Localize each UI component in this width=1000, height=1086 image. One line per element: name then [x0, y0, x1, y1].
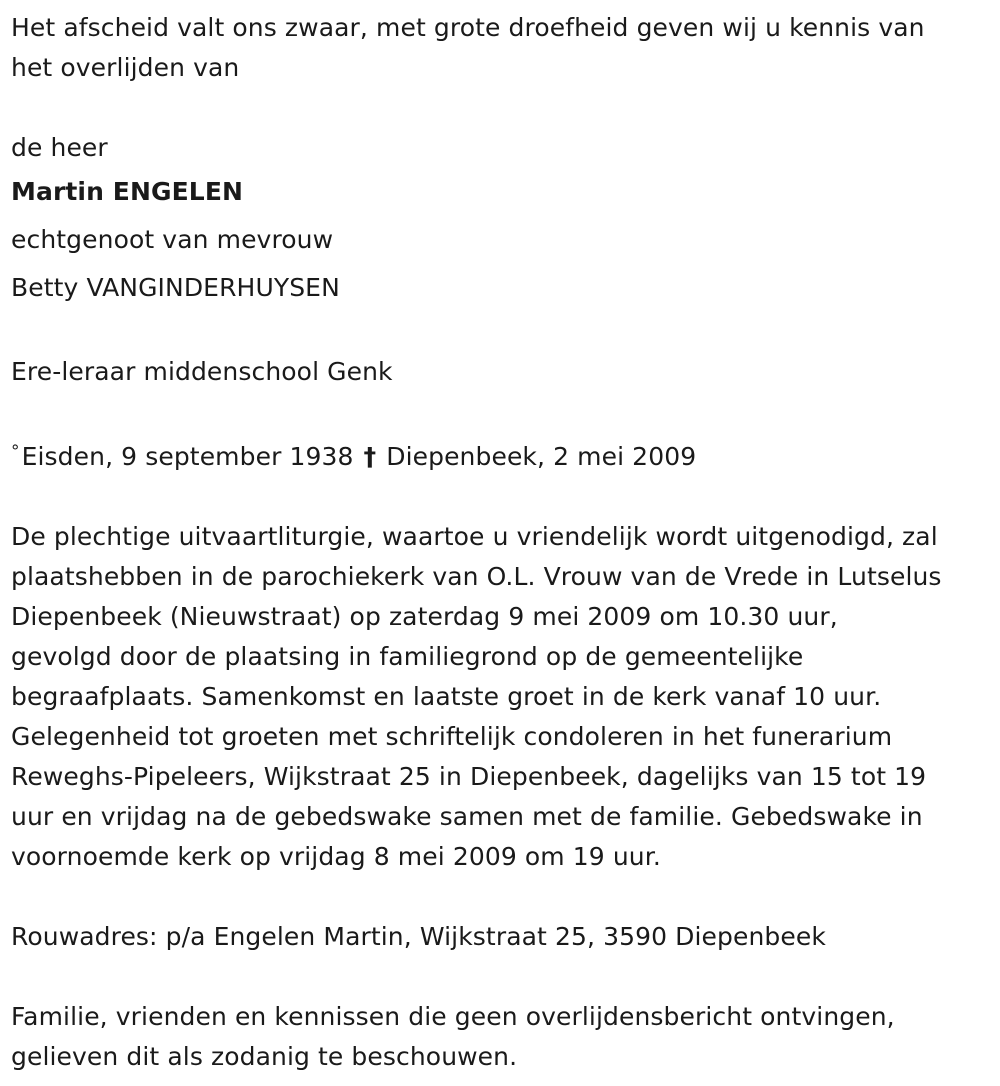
death-announcement: [11, 8, 991, 1077]
intro-line-1: Het afscheid valt ons zwaar, met grote droefheid geven wij u kennis van: [11, 13, 925, 42]
spouse-name: Betty VANGINDERHUYSEN: [11, 273, 340, 302]
intro-line-2: het overlijden van: [11, 53, 240, 82]
birth-symbol: °: [11, 442, 20, 462]
spouse-relation: echtgenoot van mevrouw: [11, 225, 334, 254]
ceremony-line: gevolgd door de plaatsing in familiegrond op de gemeentelijke: [11, 642, 804, 671]
birth-details: Eisden, 9 september 1938: [21, 442, 354, 471]
ceremony-line: begraafplaats. Samenkomst en laatste groet in de kerk vanaf 10 uur.: [11, 682, 882, 711]
deceased-name: Martin ENGELEN: [11, 177, 244, 206]
title-prefix: de heer: [11, 133, 108, 162]
ceremony-line: voornoemde kerk op vrijdag 8 mei 2009 om 19 uur.: [11, 842, 661, 871]
profession: Ere-leraar middenschool Genk: [11, 357, 393, 386]
closing-line: Familie, vrienden en kennissen die geen overlijdensbericht ontvingen,: [11, 1002, 895, 1031]
death-cross-icon: †: [363, 442, 377, 471]
ceremony-line: De plechtige uitvaartliturgie, waartoe u vriendelijk wordt uitgenodigd, zal: [11, 522, 938, 551]
ceremony-paragraph: [11, 517, 991, 877]
ceremony-line: uur en vrijdag na de gebedswake samen met de familie. Gebedswake in: [11, 802, 923, 831]
birth-death-line: [11, 432, 991, 477]
ceremony-line: Gelegenheid tot groeten met schriftelijk condoleren in het funerarium: [11, 722, 893, 751]
ceremony-line: Reweghs-Pipeleers, Wijkstraat 25 in Diepenbeek, dagelijks van 15 tot 19: [11, 762, 927, 791]
closing-line: gelieven dit als zodanig te beschouwen.: [11, 1042, 518, 1071]
ceremony-line: Diepenbeek (Nieuwstraat) op zaterdag 9 mei 2009 om 10.30 uur,: [11, 602, 838, 631]
mourning-address: Rouwadres: p/a Engelen Martin, Wijkstraat 25, 3590 Diepenbeek: [11, 922, 826, 951]
closing-paragraph: [11, 997, 991, 1077]
ceremony-line: plaatshebben in de parochiekerk van O.L. Vrouw van de Vrede in Lutselus: [11, 562, 942, 591]
death-details: Diepenbeek, 2 mei 2009: [386, 442, 697, 471]
